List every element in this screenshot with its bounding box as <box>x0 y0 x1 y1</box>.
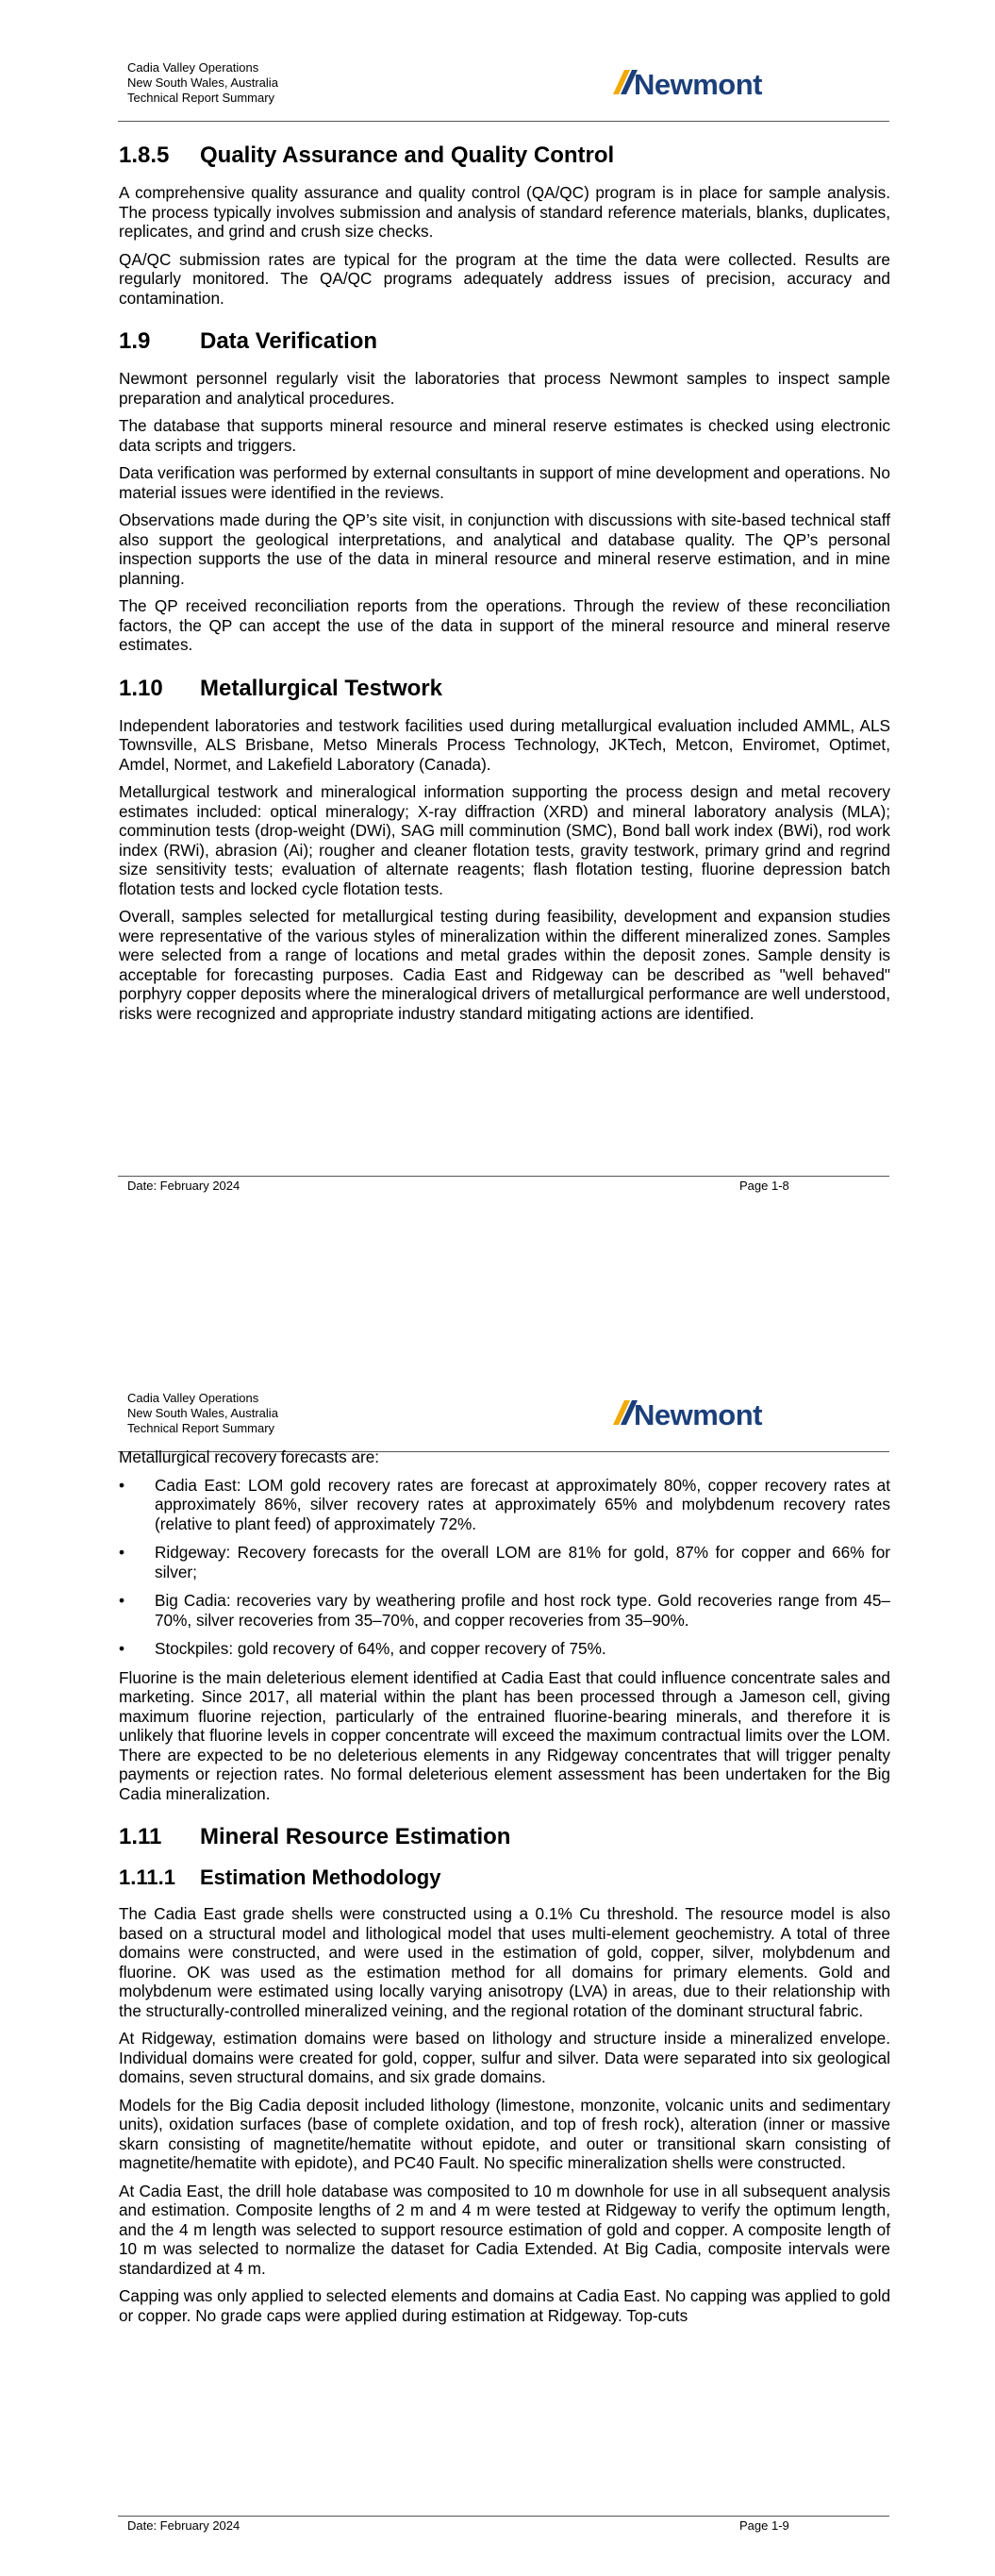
newmont-logo <box>611 66 790 98</box>
paragraph: The QP received reconciliation reports from the operations. Through the review of these reconciliation factors, the QP can accept the use of the data in support of the mineral resource and mineral reserve estimates. <box>119 596 890 654</box>
paragraph: Capping was only applied to selected elements and domains at Cadia East. No capping was applied to gold or copper. No grade caps were applied during estimation at Ridgeway. Top-cuts <box>119 2286 890 2325</box>
section-heading-1-11: 1.11 Mineral Resource Estimation <box>119 1824 511 1849</box>
page-1 <box>0 0 995 1217</box>
logo-wordmark: Newmont <box>634 1398 762 1429</box>
header-line-1: Cadia Valley Operations <box>127 1391 259 1405</box>
logo-wordmark: Newmont <box>634 68 762 98</box>
paragraph: Data verification was performed by external consultants in support of mine development and operations. No material issues were identified in the reviews. <box>119 463 890 502</box>
newmont-logo <box>611 1397 790 1429</box>
header-line-2: New South Wales, Australia <box>127 75 278 90</box>
paragraph: Metallurgical testwork and mineralogical information supporting the process design and metal recovery estimates included: optical mineralogy; X-ray diffraction (XRD) and mineral laboratory analysis (MLA); comminution tests (drop-weight (DWi), SAG mill comminution (SMC), Bond ball work index (BWi), rod work index (RWi), abrasion (Ai); rougher and cleaner flotation tests, gravity testwork, primary grind and regrind size sensitivity tests; evaluation of alternate reagents; flash flotation testing, fluorine depression batch flotation tests and locked cycle flotation tests. <box>119 782 890 898</box>
paragraph: The database that supports mineral resource and mineral reserve estimates is checked using electronic data scripts and triggers. <box>119 416 890 455</box>
footer-date: Date: February 2024 <box>127 2518 240 2533</box>
recovery-forecast-list <box>119 1476 890 1659</box>
page-2-body <box>119 1447 890 2333</box>
page-1-body <box>119 142 890 1031</box>
paragraph: The Cadia East grade shells were constructed using a 0.1% Cu threshold. The resource model is also based on a structural model and lithological model that uses multi-element geochemistry. A total of three domains were constructed, and were used in the estimation of gold, copper, silver, molybdenum and fluorine. OK was used as the estimation method for all domains for primary elements. Gold and molybdenum were estimated using locally varying anisotropy (LVA) in areas, due to their relationship with the structurally-controlled mineralized veining, and the regional rotation of the dominant structural fabric. <box>119 1904 890 2020</box>
paragraph: Observations made during the QP’s site visit, in conjunction with discussions with site-based technical staff also support the geological interpretations, and analytical and database quality. The QP’s personal inspection supports the use of the data in mineral resource and mineral reserve estimation, and in mine planning. <box>119 510 890 588</box>
running-header <box>127 1391 278 1436</box>
list-item: • Cadia East: LOM gold recovery rates are forecast at approximately 80%, copper recovery rates at approximately 86%, silver recovery rates at approximately 65% and molybdenum recovery rates (relative to plant feed) of approximately 72%. <box>119 1475 890 1533</box>
section-heading-1-10: 1.10 Metallurgical Testwork <box>119 675 442 701</box>
header-line-1: Cadia Valley Operations <box>127 60 259 75</box>
paragraph: Models for the Big Cadia deposit included lithology (limestone, monzonite, volcanic units and sedimentary units), oxidation surfaces (base of complete oxidation, and top of fresh rock), alteration (inner or massive skarn consisting of magnetite/hematite without epidote, and outer or transitional skarn consisting of magnetite/hematite with epidote), and PC40 Fault. No specific mineralization shells were constructed. <box>119 2095 890 2172</box>
paragraph: QA/QC submission rates are typical for the program at the time the data were collected. Results are regularly monitored. The QA/QC programs adequately address issues of precision, accuracy and contamination. <box>119 249 890 308</box>
paragraph: Independent laboratories and testwork facilities used during metallurgical evaluation included AMML, ALS Townsville, ALS Brisbane, Metso Minerals Process Technology, JKTech, Metcon, Enviromet, Optimet, Amdel, Normet, and Lakefield Laboratory (Canada). <box>119 715 890 774</box>
list-item: • Ridgeway: Recovery forecasts for the overall LOM are 81% for gold, 87% for copper and 66% for silver; <box>119 1543 890 1581</box>
page-2 <box>0 1330 995 2576</box>
list-item: • Stockpiles: gold recovery of 64%, and copper recovery of 75%. <box>119 1639 606 1658</box>
paragraph: A comprehensive quality assurance and quality control (QA/QC) program is in place for sample analysis. The process typically involves submission and analysis of standard reference materials, blanks, duplicates, replicates, and grind and crush size checks. <box>119 183 890 241</box>
paragraph: At Cadia East, the drill hole database was composited to 10 m downhole for use in all subsequent analysis and estimation. Composite lengths of 2 m and 4 m were tested at Ridgeway to verify the optimum length, and the 4 m length was selected to support resource estimation of gold and copper. A composite length of 10 m was selected to normalize the dataset for Cadia Extended. At Big Cadia, composite intervals were standardized at 4 m. <box>119 2181 890 2278</box>
running-header <box>127 60 278 106</box>
paragraph: At Ridgeway, estimation domains were based on lithology and structure inside a mineralized envelope. Individual domains were created for gold, copper, sulfur and silver. Data were separated into six geological domains, seven structural domains, and six grade domains. <box>119 2029 890 2086</box>
subsection-heading-1-11-1: 1.11.1 Estimation Methodology <box>119 1865 441 1889</box>
paragraph: Newmont personnel regularly visit the laboratories that process Newmont samples to inspect sample preparation and analytical procedures. <box>119 369 890 408</box>
footer-date: Date: February 2024 <box>127 1179 240 1193</box>
footer-page-number: Page 1-8 <box>739 1179 789 1193</box>
paragraph: Fluorine is the main deleterious element identified at Cadia East that could influence concentrate sales and marketing. Since 2017, all material within the plant has been processed through a Jameson cell, giving maximum fluorine rejection, particularly of the entrained fluorine-bearing minerals, and therefore it is unlikely that fluorine levels in copper concentrate will exceed the maximum contractual limits over the LOM. There are expected to be no deleterious elements in any Ridgeway concentrates that will trigger penalty payments or rejection rates. No formal deleterious element assessment has been undertaken for the Big Cadia mineralization. <box>119 1667 890 1803</box>
header-rule <box>118 121 889 122</box>
paragraph: Metallurgical recovery forecasts are: <box>119 1447 380 1466</box>
section-heading-1-9: 1.9 Data Verification <box>119 328 378 354</box>
footer-rule <box>118 2516 889 2517</box>
header-line-2: New South Wales, Australia <box>127 1406 278 1420</box>
footer-rule <box>118 1176 889 1177</box>
paragraph: Overall, samples selected for metallurgical testing during feasibility, development and expansion studies were representative of the various styles of mineralization within the different mineralized zones. Samples were selected from a range of locations and metal grades within the deposit zones. Sample density is acceptable for forecasting purposes. Cadia East and Ridgeway can be described as "well behaved" porphyry copper deposits where the mineralogical drivers of metallurgical performance are well understood, risks were recognized and appropriate industry standard mitigating actions are identified. <box>119 907 890 1023</box>
header-line-3: Technical Report Summary <box>127 91 275 105</box>
header-line-3: Technical Report Summary <box>127 1421 275 1435</box>
section-heading-1-8-5: 1.8.5 Quality Assurance and Quality Control <box>119 142 615 168</box>
list-item: • Big Cadia: recoveries vary by weathering profile and host rock type. Gold recoveries range from 45–70%, silver recoveries from 35–70%, and copper recoveries from 35–90%. <box>119 1591 890 1630</box>
footer-page-number: Page 1-9 <box>739 2518 789 2533</box>
